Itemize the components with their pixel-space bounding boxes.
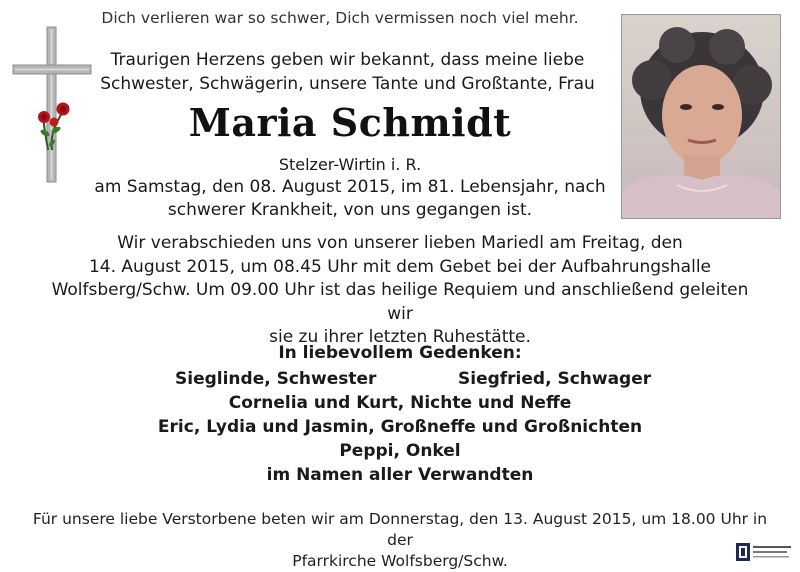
service-line: 14. August 2015, um 08.45 Uhr mit dem Gebet bei der Aufbahrungshalle — [88, 256, 712, 277]
mourner-niece-nephew: Cornelia und Kurt, Nichte und Neffe — [228, 393, 572, 413]
service-line: sie zu ihrer letzten Ruhestätte. — [269, 327, 531, 347]
intro-line: Traurigen Herzens geben wir bekannt, dass meine liebe — [110, 50, 585, 70]
service-line: Wolfsberg/Schw. Um 09.00 Uhr ist das heilige Requiem und anschließend geleiten wir — [51, 280, 749, 324]
funeral-home-logo — [735, 541, 795, 565]
prayer-line: Für unsere liebe Verstorbene beten wir am Donnerstag, den 13. August 2015, um 18.00 Uhr in der — [32, 510, 768, 549]
intro-line: Schwester, Schwägerin, unsere Tante und Großtante, Frau — [100, 74, 595, 94]
death-notice-line: schwerer Krankheit, von uns gegangen ist. — [167, 200, 533, 220]
cross-with-roses-icon — [10, 25, 95, 185]
deceased-name: Maria Schmidt — [188, 100, 512, 145]
mourner-grand-relatives: Eric, Lydia und Jasmin, Großneffe und Großnichten — [157, 417, 643, 437]
prayer-line: Pfarrkirche Wolfsberg/Schw. — [292, 552, 508, 570]
prayer-notice — [30, 509, 770, 572]
mourner-uncle: Peppi, Onkel — [339, 441, 461, 461]
death-notice — [90, 176, 610, 222]
memory-heading: In liebevollem Gedenken: — [278, 343, 522, 363]
motto: Dich verlieren war so schwer, Dich vermissen noch viel mehr. — [101, 9, 579, 27]
portrait-photo — [621, 14, 781, 219]
mourner-sister: Sieglinde, Schwester — [175, 369, 377, 389]
mourner-brother-in-law: Siegfried, Schwager — [458, 369, 652, 389]
service-text — [40, 232, 760, 350]
intro-text — [95, 48, 600, 96]
death-notice-line: am Samstag, den 08. August 2015, im 81. Lebensjahr, nach — [94, 177, 606, 197]
deceased-role: Stelzer-Wirtin i. R. — [278, 155, 422, 174]
service-line: Wir verabschieden uns von unserer lieben Mariedl am Freitag, den — [117, 233, 683, 253]
mourner-relatives: im Namen aller Verwandten — [266, 465, 534, 485]
